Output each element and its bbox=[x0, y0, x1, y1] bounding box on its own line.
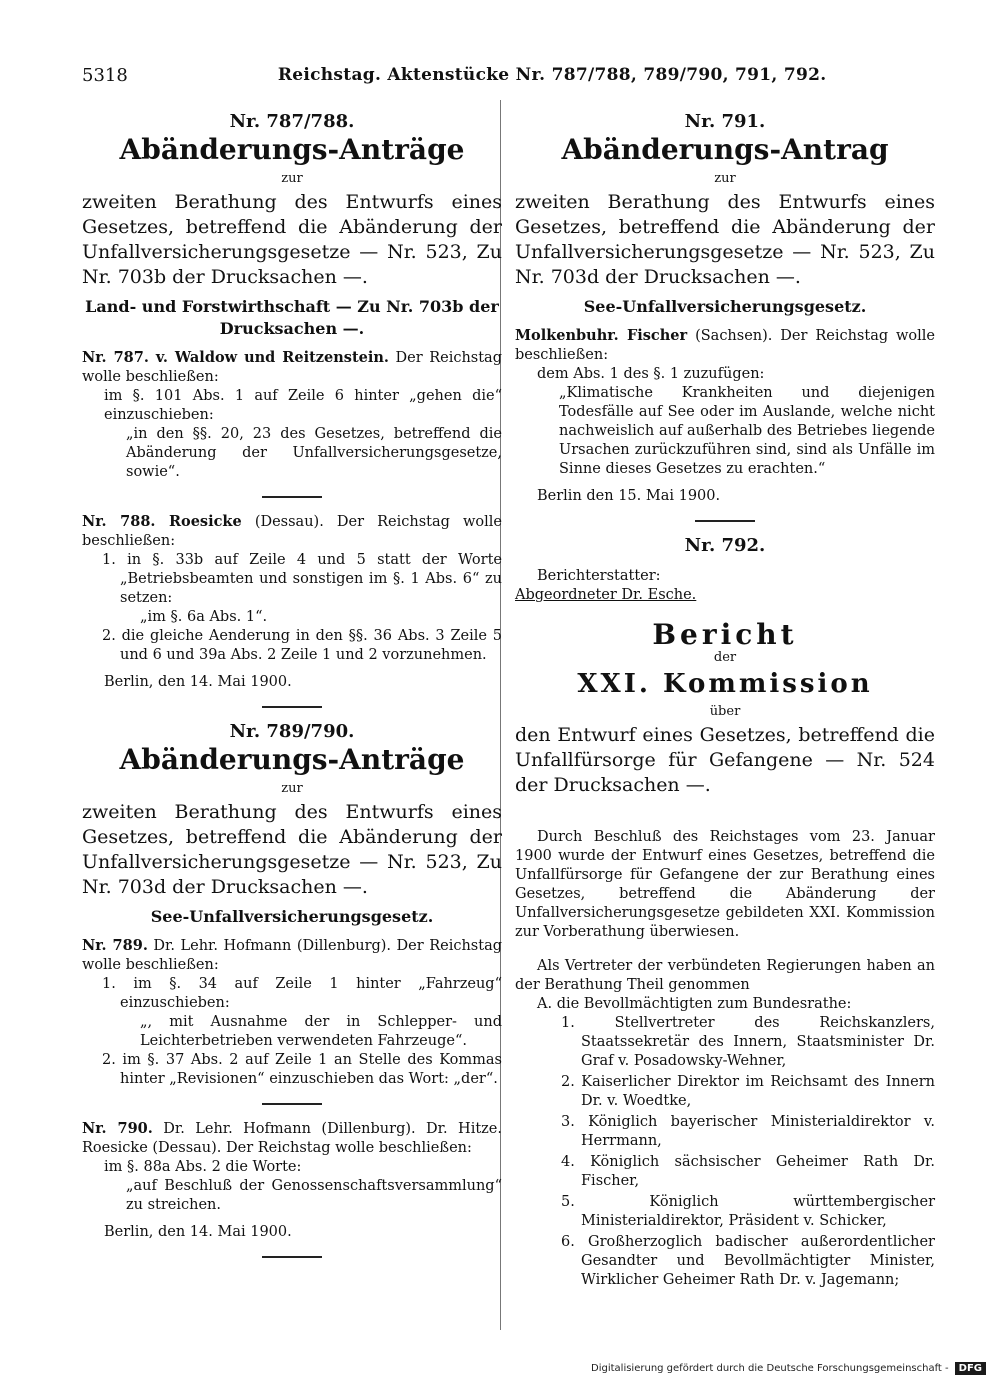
separator-rule bbox=[262, 1103, 322, 1105]
motion-heading: Nr. 787. v. Waldow und Reitzenstein. bbox=[82, 349, 389, 366]
reporter-block bbox=[515, 567, 935, 605]
section-number: Nr. 787/788. bbox=[229, 111, 355, 132]
section-description: zweiten Berathung des Entwurfs eines Gesetzes, betreffend die Abänderung der Unfallversicherungsgesetze — Nr. 523, Zu Nr. 703d der Drucksachen —. bbox=[515, 191, 935, 288]
separator-rule bbox=[262, 496, 322, 498]
commission-title: XXI. Kommission bbox=[577, 669, 873, 699]
section-description: zweiten Berathung des Entwurfs eines Gesetzes, betreffend die Abänderung der Unfallversicherungsgesetze — Nr. 523, Zu Nr. 703b der Drucksachen —. bbox=[82, 191, 502, 288]
running-title: Reichstag. Aktenstücke Nr. 787/788, 789/790, 791, 792. bbox=[277, 65, 827, 85]
motion-quote: „auf Beschluß der Genossenschaftsversammlung“ zu streichen. bbox=[126, 1178, 502, 1213]
motion-788 bbox=[82, 512, 502, 551]
footer-text: Digitalisierung gefördert durch die Deutsche Forschungsgemeinschaft - bbox=[591, 1363, 949, 1374]
list-item: 6. Großherzoglich badischer außerordentlicher Gesandter und Bevollmächtigter Minister, Wirklicher Geheimer Rath Dr. v. Jagemann; bbox=[561, 1233, 935, 1288]
reporter-label: Berichterstatter: bbox=[537, 568, 661, 584]
motion-791 bbox=[515, 326, 935, 365]
separator-rule bbox=[262, 706, 322, 708]
motion-heading: Nr. 788. Roesicke bbox=[82, 513, 242, 530]
section-subheading: See-Unfallversicherungsgesetz. bbox=[150, 907, 434, 926]
report-paragraph: Als Vertreter der verbündeten Regierungen haben an der Berathung Theil genommen bbox=[515, 957, 935, 993]
motion-heading: Nr. 790. bbox=[82, 1120, 153, 1137]
section-subheading: Land- und Forstwirthschaft — Zu Nr. 703b der Drucksachen —. bbox=[85, 297, 499, 338]
date-line: Berlin, den 14. Mai 1900. bbox=[104, 674, 292, 690]
motion-intro: (Dessau). Der Reichstag wolle beschließen: bbox=[82, 514, 503, 549]
motion-line: dem Abs. 1 des §. 1 zuzufügen: bbox=[537, 366, 765, 382]
connector-word: zur bbox=[281, 171, 303, 186]
motion-quote: „Klimatische Krankheiten und diejenigen Todesfälle auf See oder im Auslande, welche nicht nachweislich auf außerhalb des Betriebes liegende Ursachen zurückzuführen sind, sind als Unfälle im Sinne dieses Gesetzes zu erachten.“ bbox=[559, 385, 935, 477]
motion-789 bbox=[82, 936, 502, 975]
motion-line: im §. 88a Abs. 2 die Worte: bbox=[104, 1159, 302, 1175]
list-item: 2. Kaiserlicher Direktor im Reichsamt des Innern Dr. v. Woedtke, bbox=[561, 1073, 935, 1109]
representatives-list bbox=[515, 1014, 935, 1290]
motion-heading: Nr. 789. bbox=[82, 937, 148, 954]
section-description: zweiten Berathung des Entwurfs eines Gesetzes, betreffend die Abänderung der Unfallversicherungsgesetze — Nr. 523, Zu Nr. 703d der Drucksachen —. bbox=[82, 801, 502, 898]
list-item: 4. Königlich sächsischer Geheimer Rath Dr. Fischer, bbox=[561, 1153, 935, 1189]
section-number: Nr. 791. bbox=[684, 111, 766, 132]
report-title: Bericht bbox=[652, 618, 798, 651]
page-number: 5318 bbox=[82, 64, 128, 86]
motion-intro: (Sachsen). Der Reichstag wolle beschließen: bbox=[515, 328, 936, 363]
motion-item: 2. im §. 37 Abs. 2 auf Zeile 1 an Stelle des Kommas hinter „Revisionen“ einzuschieben das Wort: „der“. bbox=[102, 1052, 502, 1087]
list-item: 5. Königlich württembergischer Ministerialdirektor, Präsident v. Schicker, bbox=[561, 1193, 935, 1229]
motion-intro: Der Reichstag wolle beschließen: bbox=[82, 350, 502, 385]
date-line: Berlin den 15. Mai 1900. bbox=[537, 488, 721, 504]
motion-quote: „, mit Ausnahme der in Schlepper- und Leichterbetrieben verwendeten Fahrzeuge“. bbox=[140, 1014, 502, 1049]
dfg-logo: DFG bbox=[955, 1362, 986, 1375]
motion-item: 2. die gleiche Aenderung in den §§. 36 Abs. 3 Zeile 5 und 6 und 39a Abs. 2 Zeile 1 und 2 vorzunehmen. bbox=[102, 628, 502, 663]
report-subject: den Entwurf eines Gesetzes, betreffend die Unfallfürsorge für Gefangene — Nr. 524 der Drucksachen —. bbox=[515, 724, 935, 796]
list-item: 1. Stellvertreter des Reichskanzlers, Staatssekretär des Innern, Staatsminister Dr. Graf v. Posadowsky-Wehner, bbox=[561, 1014, 935, 1069]
motion-heading: Molkenbuhr. Fischer bbox=[515, 327, 688, 344]
digitization-footer bbox=[591, 1362, 986, 1375]
separator-rule bbox=[262, 1256, 322, 1258]
motion-item: 1. in §. 33b auf Zeile 4 und 5 statt der Worte „Betriebsbeamten und sonstigen im §. 1 Abs. 6“ zu setzen: bbox=[102, 552, 502, 606]
connector-word: zur bbox=[281, 781, 303, 796]
motion-item: 1. im §. 34 auf Zeile 1 hinter „Fahrzeug“ einzuschieben: bbox=[102, 976, 502, 1011]
connector-word: der bbox=[713, 650, 737, 665]
separator-rule bbox=[695, 520, 755, 522]
motion-line: im §. 101 Abs. 1 auf Zeile 6 hinter „gehen die“ einzuschieben: bbox=[104, 388, 502, 423]
list-item: 3. Königlich bayerischer Ministerialdirektor v. Herrmann, bbox=[561, 1113, 935, 1149]
section-number: Nr. 792. bbox=[684, 535, 766, 556]
date-line: Berlin, den 14. Mai 1900. bbox=[104, 1224, 292, 1240]
report-paragraph: Durch Beschluß des Reichstages vom 23. Januar 1900 wurde der Entwurf eines Gesetzes, betreffend die Unfallfürsorge für Gefangene der zur Berathung eines Gesetzes, betreffend die Abänderung der Unfallversicherungsgesetze gebildeten XXI. Kommission zur Vorberathung überwiesen. bbox=[515, 829, 935, 940]
motion-quote: „in den §§. 20, 23 des Gesetzes, betreffend die Abänderung der Unfallversicherungsgesetze, sowie“. bbox=[126, 426, 502, 480]
connector-word: über bbox=[709, 704, 741, 719]
motion-790 bbox=[82, 1119, 502, 1158]
reporter-name: Abgeordneter Dr. Esche. bbox=[515, 587, 697, 603]
section-title: Abänderungs-Antrag bbox=[561, 133, 889, 166]
section-number: Nr. 789/790. bbox=[229, 721, 355, 742]
page-header bbox=[82, 58, 934, 92]
left-column bbox=[82, 102, 502, 1272]
motion-quote: „im §. 6a Abs. 1“. bbox=[140, 609, 268, 625]
list-heading: A. die Bevollmächtigten zum Bundesrathe: bbox=[537, 995, 852, 1012]
right-column bbox=[515, 102, 935, 1292]
motion-787 bbox=[82, 348, 502, 387]
connector-word: zur bbox=[714, 171, 736, 186]
section-subheading: See-Unfallversicherungsgesetz. bbox=[583, 297, 867, 316]
section-title: Abänderungs-Anträge bbox=[119, 743, 465, 776]
section-title: Abänderungs-Anträge bbox=[119, 133, 465, 166]
motion-intro: Dr. Lehr. Hofmann (Dillenburg). Dr. Hitze. Roesicke (Dessau). Der Reichstag wolle beschließen: bbox=[82, 1121, 502, 1156]
motion-intro: Dr. Lehr. Hofmann (Dillenburg). Der Reichstag wolle beschließen: bbox=[82, 938, 502, 973]
